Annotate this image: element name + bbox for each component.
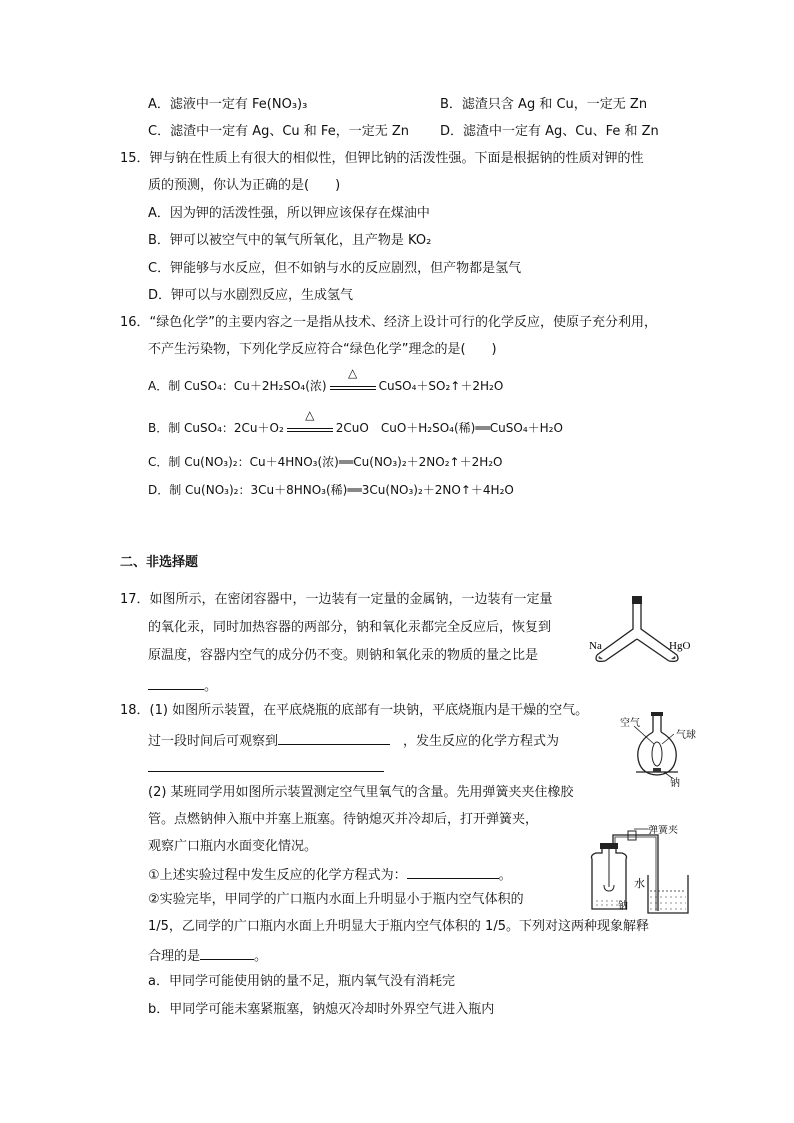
air-label: 空气 <box>620 718 640 729</box>
q18-line2-text-b: ，发生反应的化学方程式为 <box>403 734 560 749</box>
heat-equals-sign <box>287 408 333 432</box>
hgo-label: HgO <box>669 640 691 652</box>
q15-stem-line2: 质的预测，你认为正确的是( ) <box>148 178 341 193</box>
balloon-label: 气球 <box>676 730 696 741</box>
q14-option-a: A．滤液中一定有 Fe(NO₃)₃ <box>148 97 308 112</box>
q16-option-b-reactants: B．制 CuSO₄：2Cu＋O₂ <box>148 421 284 435</box>
q17-line4 <box>148 675 217 696</box>
q17-line3: 原温度，容器内空气的成分仍不变。则钠和氧化汞的物质的量之比是 <box>148 648 539 663</box>
q17-line1: 17．如图所示，在密闭容器中，一边装有一定量的金属钠，一边装有一定量 <box>120 592 553 607</box>
q18-line2-text-a: 过一段时间后可观察到 <box>148 734 279 749</box>
sodium-label: 钠 <box>670 778 680 788</box>
q15-option-d: D．钾可以与水剧烈反应，生成氢气 <box>148 288 354 303</box>
q17-line2: 的氧化汞，同时加热容器的两部分，钠和氧化汞都完全反应后，恢复到 <box>148 620 552 635</box>
stopper <box>632 596 642 604</box>
q18-part2-line5: ②实验完毕，甲同学的广口瓶内水面上升明显小于瓶内空气体积的 <box>148 892 524 907</box>
water-label: 水 <box>634 877 645 890</box>
heat-triangle-icon: △ <box>305 408 315 422</box>
q14-option-d: D．滤渣中一定有 Ag、Cu、Fe 和 Zn <box>440 124 659 139</box>
heat-equals-sign <box>330 366 376 390</box>
q16-option-a <box>148 366 504 395</box>
answer-blank[interactable] <box>200 945 254 960</box>
q18-option-b: b．甲同学可能未塞紧瓶塞，钠熄灭冷却时外界空气进入瓶内 <box>148 1002 495 1017</box>
apparatus-figure <box>582 825 694 917</box>
q16-option-b <box>148 408 563 437</box>
answer-blank[interactable] <box>407 864 499 879</box>
q18-part2-line3: 观察广口瓶内水面变化情况。 <box>148 839 318 854</box>
q16-stem-line2: 不产生污染物，下列化学反应符合“绿色化学”理念的是( ) <box>148 342 497 357</box>
sodium-label: 钠 <box>618 901 628 912</box>
answer-blank[interactable] <box>278 730 390 745</box>
q18-part2-line1: (2) 某班同学用如图所示装置测定空气里氧气的含量。先用弹簧夹夹住橡胶 <box>148 785 574 800</box>
q18-part2-line4-text: ①上述实验过程中发生反应的化学方程式为： <box>148 868 407 883</box>
answer-blank[interactable] <box>148 757 384 772</box>
q18-option-a: a．甲同学可能使用钠的量不足，瓶内氧气没有消耗完 <box>148 974 455 989</box>
section-title: 二、非选择题 <box>120 555 199 570</box>
q14-option-c: C．滤渣中一定有 Ag、Cu 和 Fe，一定无 Zn <box>148 124 409 139</box>
q15-option-a: A．因为钾的活泼性强，所以钾应该保存在煤油中 <box>148 206 430 221</box>
q16-stem-line1: 16．“绿色化学”的主要内容之一是指从技术、经济上设计可行的化学反应，使原子充分利用， <box>120 315 658 330</box>
y-tube-figure <box>585 593 695 671</box>
period: 。 <box>254 949 268 964</box>
q18-line1: 18．(1) 如图所示装置，在平底烧瓶的底部有一块钠，平底烧瓶内是干燥的空气。 <box>120 703 589 718</box>
q16-option-a-reactants: A．制 CuSO₄：Cu＋2H₂SO₄(浓) <box>148 379 327 393</box>
clamp-label: 弹簧夹 <box>648 825 678 836</box>
heat-triangle-icon: △ <box>347 366 358 380</box>
q18-part2-line7 <box>148 945 267 966</box>
flask-balloon-figure <box>618 710 698 788</box>
q16-option-a-products: CuSO₄＋SO₂↑＋2H₂O <box>378 379 504 393</box>
q16-option-c: C．制 Cu(NO₃)₂：Cu＋4HNO₃(浓)══Cu(NO₃)₂＋2NO₂↑＋2H₂O <box>148 455 503 469</box>
q18-part2-line2: 管。点燃钠伸入瓶中并塞上瓶塞。待钠熄灭并冷却后，打开弹簧夹， <box>148 812 539 827</box>
q18-part2-line6: 1/5，乙同学的广口瓶内水面上升明显大于瓶内空气体积的 1/5。下列对这两种现象解释 <box>148 919 649 934</box>
q16-option-b-products: 2CuO CuO＋H₂SO₄(稀)══CuSO₄＋H₂O <box>335 421 563 435</box>
q18-part2-line7-text: 合理的是 <box>148 949 201 964</box>
q15-option-b: B．钾可以被空气中的氧气所氧化，且产物是 KO₂ <box>148 233 432 248</box>
period: 。 <box>204 679 218 694</box>
q16-option-d: D．制 Cu(NO₃)₂：3Cu＋8HNO₃(稀)══3Cu(NO₃)₂＋2NO↑＋4H₂O <box>148 483 514 497</box>
q15-stem-line1: 15．钾与钠在性质上有很大的相似性，但钾比钠的活泼性强。下面是根据钠的性质对钾的性 <box>120 151 644 166</box>
q14-option-b: B．滤渣只含 Ag 和 Cu，一定无 Zn <box>440 97 648 112</box>
q18-part2-line4 <box>148 864 512 885</box>
period: 。 <box>498 868 512 883</box>
q18-line2 <box>148 730 559 751</box>
na-label: Na <box>589 640 602 652</box>
q18-line3 <box>148 757 384 778</box>
q15-option-c: C．钾能够与水反应，但不如钠与水的反应剧烈，但产物都是氢气 <box>148 261 522 276</box>
answer-blank[interactable] <box>148 675 204 690</box>
